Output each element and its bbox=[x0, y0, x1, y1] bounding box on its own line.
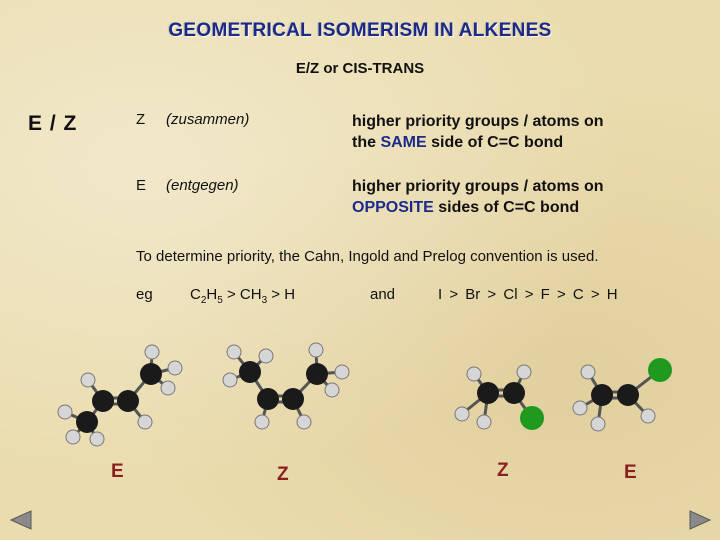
alkyl-rest2: > H bbox=[267, 286, 296, 303]
prev-slide-icon[interactable] bbox=[9, 510, 33, 530]
slide-subtitle: E/Z or CIS-TRANS bbox=[295, 60, 425, 77]
alkyl-ch3-sub: 3 bbox=[261, 295, 268, 306]
priority-rule: To determine priority, the Cahn, Ingold and Prelog convention is used. bbox=[136, 248, 599, 265]
molecule-e-chloro bbox=[568, 352, 683, 442]
alkyl-c: C bbox=[190, 286, 201, 303]
term-z-word: (zusammen) bbox=[166, 111, 250, 128]
term-e bbox=[136, 177, 239, 194]
molecule-z-chloro bbox=[448, 362, 553, 442]
desc-z-line1: higher priority groups / atoms on bbox=[352, 113, 604, 130]
next-slide-icon[interactable] bbox=[688, 510, 712, 530]
alkyl-h: H bbox=[206, 286, 218, 303]
and-label: and bbox=[370, 286, 396, 303]
desc-z-highlight: SAME bbox=[380, 134, 427, 151]
slide-title: GEOMETRICAL ISOMERISM IN ALKENES bbox=[168, 20, 552, 41]
desc-z bbox=[352, 111, 604, 153]
desc-e bbox=[352, 176, 604, 218]
molecule-e-butene-label: E bbox=[111, 461, 124, 482]
desc-z-prefix: the bbox=[352, 134, 381, 151]
ez-label: E / Z bbox=[28, 112, 78, 135]
desc-e-highlight: OPPOSITE bbox=[352, 199, 434, 216]
molecule-z-butene-label: Z bbox=[277, 464, 289, 485]
molecule-e-chloro-label: E bbox=[624, 462, 637, 483]
alkyl-h-sub: 5 bbox=[217, 295, 223, 306]
alkyl-priority bbox=[190, 286, 295, 306]
desc-z-after: side of C=C bond bbox=[426, 134, 564, 151]
eg-label: eg bbox=[136, 286, 153, 303]
term-z-letter: Z bbox=[136, 111, 146, 128]
term-z bbox=[136, 111, 249, 128]
desc-z-line2 bbox=[352, 132, 604, 153]
molecule-z-chloro-label: Z bbox=[497, 460, 509, 481]
term-e-word: (entgegen) bbox=[166, 177, 239, 194]
molecule-e-butene bbox=[55, 338, 190, 450]
alkyl-c-sub: 2 bbox=[200, 295, 207, 306]
halogen-priority: I > Br > Cl > F > C > H bbox=[438, 286, 618, 303]
desc-e-line2 bbox=[352, 197, 604, 218]
molecule-z-butene bbox=[222, 340, 362, 452]
desc-e-after: sides of C=C bond bbox=[433, 199, 580, 216]
term-e-letter: E bbox=[136, 177, 147, 194]
alkyl-rest1: > CH bbox=[222, 286, 262, 303]
desc-e-line1: higher priority groups / atoms on bbox=[352, 178, 604, 195]
